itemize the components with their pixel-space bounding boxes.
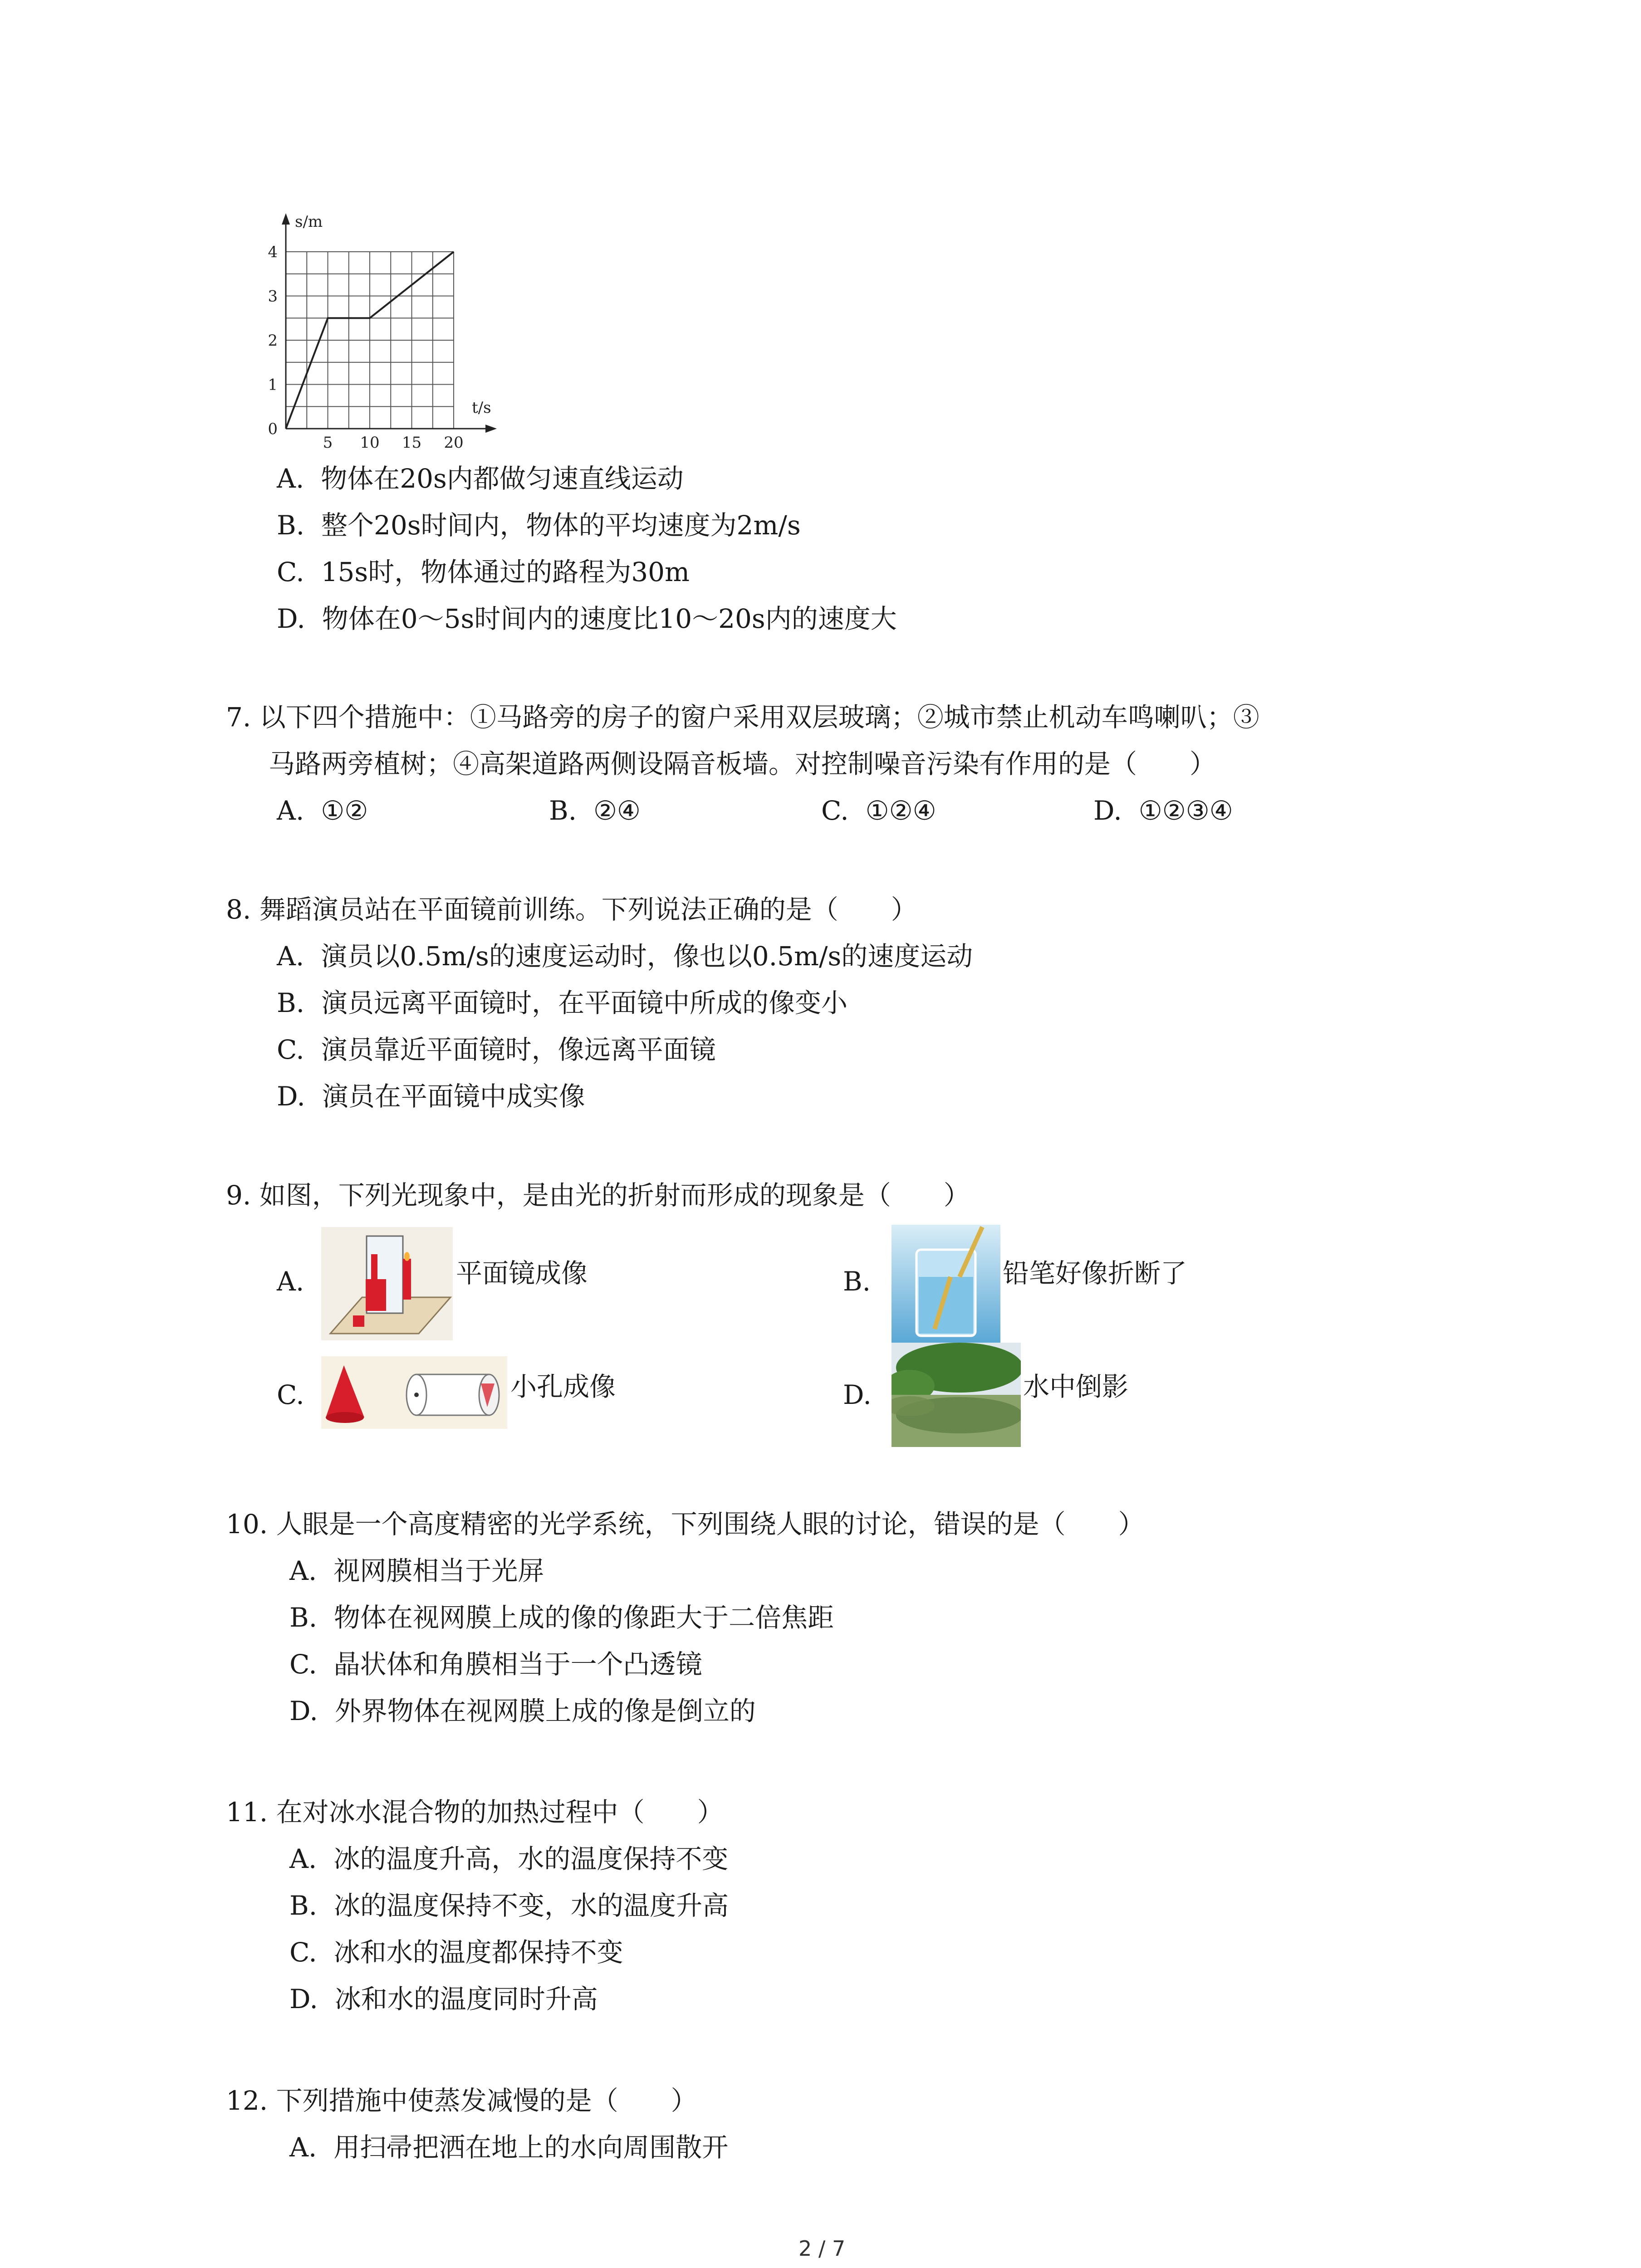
option-text: 15s时，物体通过的路程为30m — [321, 557, 690, 587]
option-text: 视网膜相当于光屏 — [333, 1555, 544, 1586]
option-letter: A. — [277, 463, 304, 494]
option-text: 用扫帚把洒在地上的水向周围散开 — [333, 2132, 729, 2163]
q6-option-d — [277, 603, 897, 635]
option-letter: D. — [277, 1081, 305, 1112]
q8-stem: 8. 舞蹈演员站在平面镜前训练。下列说法正确的是（ ） — [226, 894, 917, 925]
option-letter: D. — [1093, 795, 1122, 826]
q6-option-c — [277, 556, 690, 588]
q9-option-d-letter: D. — [843, 1379, 872, 1410]
q6-option-b — [277, 509, 801, 541]
q7-stem-line2: 马路两旁植树；④高架道路两侧设隔音板墙。对控制噪音污染有作用的是（ ） — [269, 748, 1216, 779]
option-letter: D. — [277, 603, 305, 634]
q10-stem: 10. 人眼是一个高度精密的光学系统，下列围绕人眼的讨论，错误的是（ ） — [226, 1509, 1145, 1540]
page-number: 2 / 7 — [798, 2236, 846, 2261]
q11-stem: 11. 在对冰水混合物的加热过程中（ ） — [226, 1797, 724, 1828]
s-t-chart-svg — [254, 206, 508, 460]
x-tick-label: 10 — [360, 434, 380, 452]
q10-option-b — [289, 1602, 834, 1633]
q9-option-c-letter: C. — [277, 1379, 304, 1410]
candle-image-icon — [371, 1254, 377, 1281]
y-tick-label: 1 — [268, 376, 278, 394]
option-letter: C. — [289, 1649, 317, 1680]
option-text: 演员以0.5m/s的速度运动时，像也以0.5m/s的速度运动 — [321, 941, 973, 972]
q6-option-a — [277, 463, 684, 494]
option-letter: D. — [289, 1984, 318, 2014]
x-tick-label: 20 — [444, 434, 464, 452]
option-letter: A. — [289, 2132, 317, 2163]
option-letter: C. — [277, 1034, 304, 1065]
q7-option-a — [277, 795, 368, 826]
option-letter: B. — [277, 987, 305, 1018]
q11-option-c — [289, 1936, 623, 1968]
option-letter: B. — [289, 1602, 318, 1633]
option-text: 物体在0～5s时间内的速度比10～20s内的速度大 — [322, 603, 897, 634]
option-text: 整个20s时间内，物体的平均速度为2m/s — [321, 510, 801, 541]
q9-option-c-text: 小孔成像 — [510, 1371, 616, 1402]
x-axis-arrow-icon — [485, 425, 497, 433]
y-tick-label: 3 — [268, 287, 278, 306]
option-letter: D. — [289, 1696, 318, 1726]
q9-option-b-text: 铅笔好像折断了 — [1003, 1258, 1187, 1289]
q8-option-d — [277, 1080, 585, 1112]
option-letter: A. — [289, 1843, 317, 1874]
option-text: 冰的温度保持不变，水的温度升高 — [333, 1890, 729, 1921]
water-reflection-illustration — [892, 1343, 1021, 1447]
q7-stem-line1: 7. 以下四个措施中：①马路旁的房子的窗户采用双层玻璃；②城市禁止机动车鸣喇叭；③ — [226, 702, 1259, 733]
q7-option-b — [549, 795, 641, 826]
q9-option-d-text: 水中倒影 — [1023, 1371, 1129, 1402]
option-letter: B. — [289, 1890, 318, 1921]
plane-mirror-illustration — [321, 1227, 453, 1340]
option-letter: A. — [277, 795, 304, 826]
option-letter: C. — [289, 1937, 317, 1968]
option-letter: A. — [277, 941, 304, 972]
x-axis-label: t/s — [472, 399, 491, 417]
option-text: 物体在20s内都做匀速直线运动 — [321, 463, 684, 494]
option-text: 冰的温度升高，水的温度保持不变 — [333, 1843, 729, 1874]
q10-option-a — [289, 1555, 544, 1587]
option-text: 冰和水的温度同时升高 — [334, 1984, 598, 2014]
plane-mirror-image — [321, 1227, 453, 1340]
water-reflection-image — [892, 1343, 1021, 1447]
q9-option-b-letter: B. — [843, 1266, 871, 1297]
option-letter: B. — [277, 510, 305, 541]
q10-option-c — [289, 1648, 702, 1680]
option-letter: C. — [277, 557, 304, 587]
y-axis-arrow-icon — [282, 213, 290, 225]
pencil-glass-image — [892, 1225, 1000, 1343]
option-letter: A. — [289, 1555, 317, 1586]
pinhole-icon — [414, 1393, 419, 1397]
y-axis-label: s/m — [295, 213, 323, 231]
pinhole-camera-illustration — [321, 1356, 507, 1429]
option-letter: B. — [549, 795, 577, 826]
option-text: ②④ — [593, 795, 641, 826]
q11-option-a — [289, 1843, 728, 1875]
q7-option-d — [1093, 795, 1233, 826]
y-tick-label: 2 — [268, 332, 278, 350]
x-tick-label: 5 — [323, 434, 333, 452]
q9-option-a-letter: A. — [277, 1266, 304, 1297]
option-text: ①②④ — [865, 795, 936, 826]
option-text: 演员靠近平面镜时，像远离平面镜 — [321, 1034, 716, 1065]
candle-icon — [403, 1259, 411, 1300]
q7-option-c — [821, 795, 936, 826]
s-t-graph — [254, 206, 508, 460]
q8-option-c — [277, 1034, 716, 1066]
q10-option-d — [289, 1695, 756, 1727]
option-text: 晶状体和角膜相当于一个凸透镜 — [333, 1649, 702, 1680]
q11-option-b — [289, 1890, 729, 1921]
origin-label: 0 — [268, 420, 278, 438]
option-text: ①② — [321, 795, 368, 826]
q11-option-d — [289, 1983, 598, 2015]
option-text: 外界物体在视网膜上成的像是倒立的 — [334, 1696, 756, 1726]
q12-stem: 12. 下列措施中使蒸发减慢的是（ ） — [226, 2085, 697, 2116]
y-tick-label: 4 — [268, 243, 278, 261]
option-text: ①②③④ — [1138, 795, 1233, 826]
option-text: 演员在平面镜中成实像 — [322, 1081, 585, 1112]
q12-option-a — [289, 2131, 728, 2163]
pinhole-camera-image — [321, 1356, 507, 1429]
q9-option-a-text: 平面镜成像 — [456, 1258, 588, 1289]
option-letter: C. — [821, 795, 849, 826]
pencil-glass-illustration — [892, 1225, 1000, 1343]
q9-stem: 9. 如图，下列光现象中，是由光的折射而形成的现象是（ ） — [226, 1180, 970, 1211]
x-tick-label: 15 — [402, 434, 422, 452]
option-text: 演员远离平面镜时，在平面镜中所成的像变小 — [321, 987, 847, 1018]
q8-option-b — [277, 987, 847, 1019]
option-text: 冰和水的温度都保持不变 — [333, 1937, 623, 1968]
q8-option-a — [277, 940, 973, 972]
option-text: 物体在视网膜上成的像的像距大于二倍焦距 — [333, 1602, 834, 1633]
